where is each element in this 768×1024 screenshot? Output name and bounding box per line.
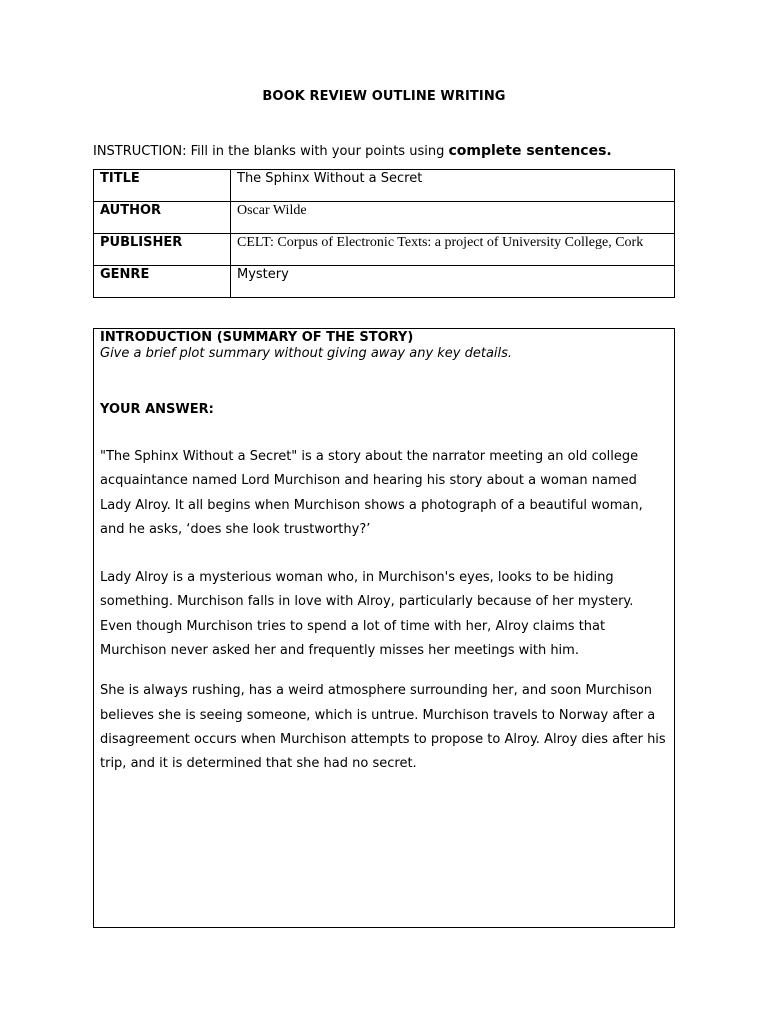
instruction-line (93, 143, 612, 159)
instruction-emphasis: complete sentences. (448, 143, 612, 159)
author-label: AUTHOR (94, 202, 231, 234)
book-info-table (93, 169, 675, 298)
introduction-heading: INTRODUCTION (SUMMARY OF THE STORY) (100, 330, 414, 345)
publisher-value: CELT: Corpus of Electronic Texts: a project of University College, Cork (231, 234, 675, 266)
table-row (94, 234, 675, 266)
introduction-subheading: Give a brief plot summary without giving away any key details. (100, 346, 513, 361)
instruction-text: INSTRUCTION: Fill in the blanks with your points using (93, 144, 449, 159)
publisher-label: PUBLISHER (94, 234, 231, 266)
answer-paragraph-2: Lady Alroy is a mysterious woman who, in Murchison's eyes, looks to be hiding something. Murchison falls in love with Alroy, particularly because of her mystery. Even though Murchison tries to spend a lot of time with her, Alroy claims that Murchison never asked her and frequently misses her meetings with him. (100, 570, 634, 659)
answer-paragraph-3: She is always rushing, has a weird atmosphere surrounding her, and soon Murchison believes she is seeing someone, which is untrue. Murchison travels to Norway after a disagreement occurs when Murchison attempts to propose to Alroy. Alroy dies after his trip, and it is determined that she had no secret. (100, 683, 666, 772)
introduction-box (93, 328, 675, 928)
author-value: Oscar Wilde (231, 202, 675, 234)
genre-value: Mystery (231, 266, 675, 298)
table-row (94, 170, 675, 202)
title-value: The Sphinx Without a Secret (231, 170, 675, 202)
answer-label: YOUR ANSWER: (100, 402, 214, 417)
answer-paragraph-1: "The Sphinx Without a Secret" is a story about the narrator meeting an old college acquaintance named Lord Murchison and hearing his story about a woman named Lady Alroy. It all begins when Murchison shows a photograph of a beautiful woman, and he asks, ‘does she look trustworthy?’ (100, 449, 643, 537)
table-row (94, 266, 675, 298)
genre-label: GENRE (94, 266, 231, 298)
page-title: BOOK REVIEW OUTLINE WRITING (262, 89, 506, 104)
title-label: TITLE (94, 170, 231, 202)
table-row (94, 202, 675, 234)
